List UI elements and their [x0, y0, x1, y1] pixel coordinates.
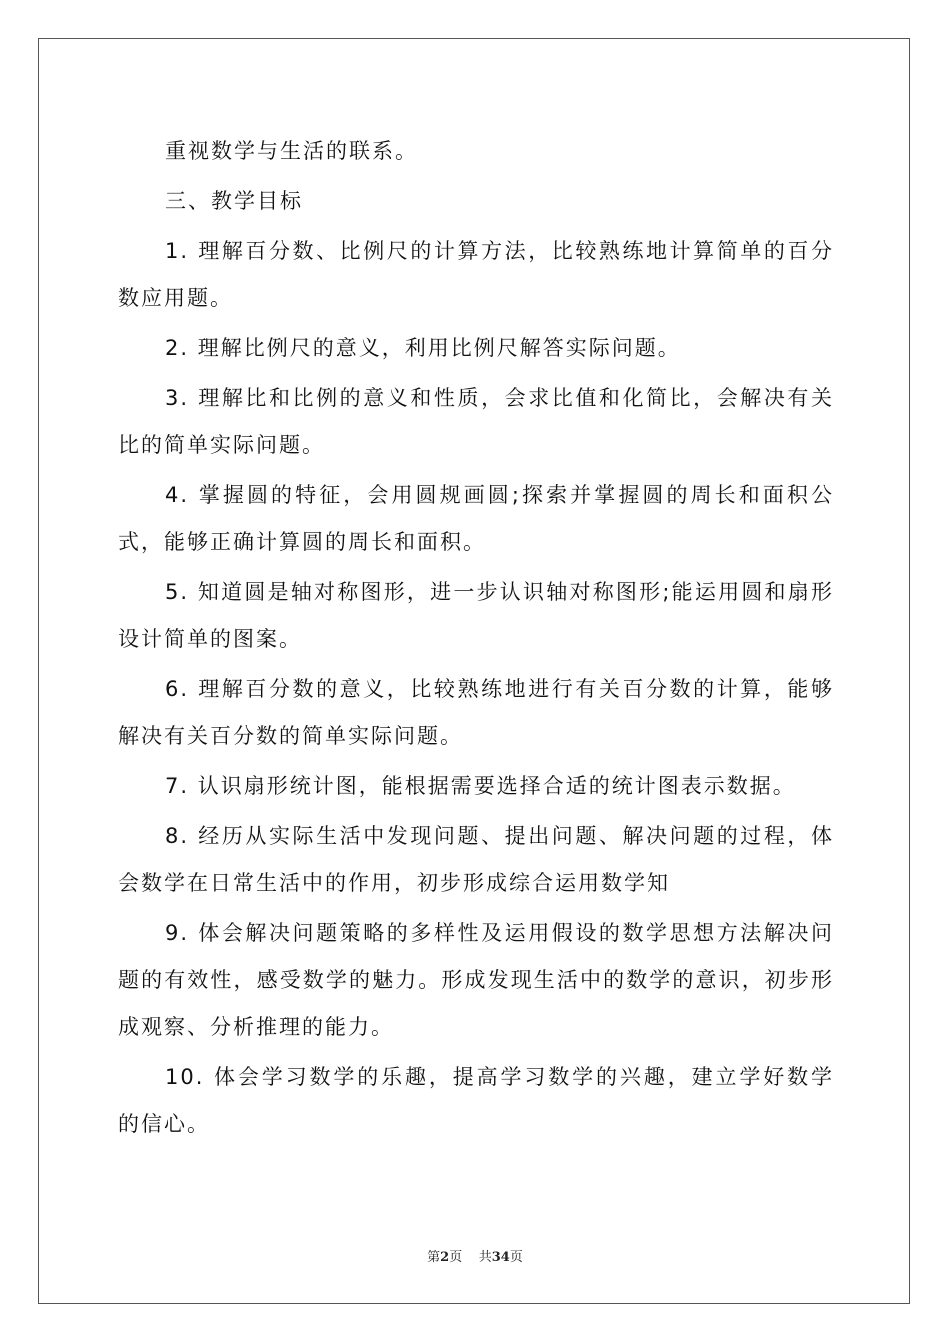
paragraph: 重视数学与生活的联系。	[165, 139, 418, 163]
total-pages: 34	[491, 1250, 510, 1265]
paragraph: 1. 理解百分数、比例尺的计算方法，比较熟练地计算简单的百分数应用题。	[118, 239, 834, 310]
paragraph: 7. 认识扇形统计图，能根据需要选择合适的统计图表示数据。	[165, 774, 796, 798]
paragraph: 5. 知道圆是轴对称图形，进一步认识轴对称图形;能运用圆和扇形设计简单的图案。	[118, 580, 834, 651]
page-footer	[0, 1246, 950, 1265]
paragraph: 10. 体会学习数学的乐趣，提高学习数学的兴趣，建立学好数学的信心。	[118, 1065, 834, 1136]
section-heading: 三、教学目标	[165, 189, 303, 213]
paragraph: 2. 理解比例尺的意义，利用比例尺解答实际问题。	[165, 336, 681, 360]
paragraph: 6. 理解百分数的意义，比较熟练地进行有关百分数的计算，能够解决有关百分数的简单实际问题。	[118, 677, 834, 748]
total-prefix: 共	[478, 1250, 492, 1265]
page-prefix: 第	[427, 1250, 441, 1265]
total-suffix: 页	[509, 1250, 523, 1265]
page-number: 2	[440, 1250, 450, 1265]
paragraph: 3. 理解比和比例的意义和性质，会求比值和化简比，会解决有关比的简单实际问题。	[118, 386, 834, 457]
paragraph: 8. 经历从实际生活中发现问题、提出问题、解决问题的过程，体会数学在日常生活中的作用，初步形成综合运用数学知	[118, 824, 834, 895]
paragraph: 4. 掌握圆的特征，会用圆规画圆;探索并掌握圆的周长和面积公式，能够正确计算圆的周长和面积。	[118, 483, 834, 554]
document-body	[118, 128, 834, 1151]
paragraph: 9. 体会解决问题策略的多样性及运用假设的数学思想方法解决问题的有效性，感受数学的魅力。形成发现生活中的数学的意识，初步形成观察、分析推理的能力。	[118, 921, 834, 1039]
page-suffix: 页	[449, 1250, 463, 1265]
